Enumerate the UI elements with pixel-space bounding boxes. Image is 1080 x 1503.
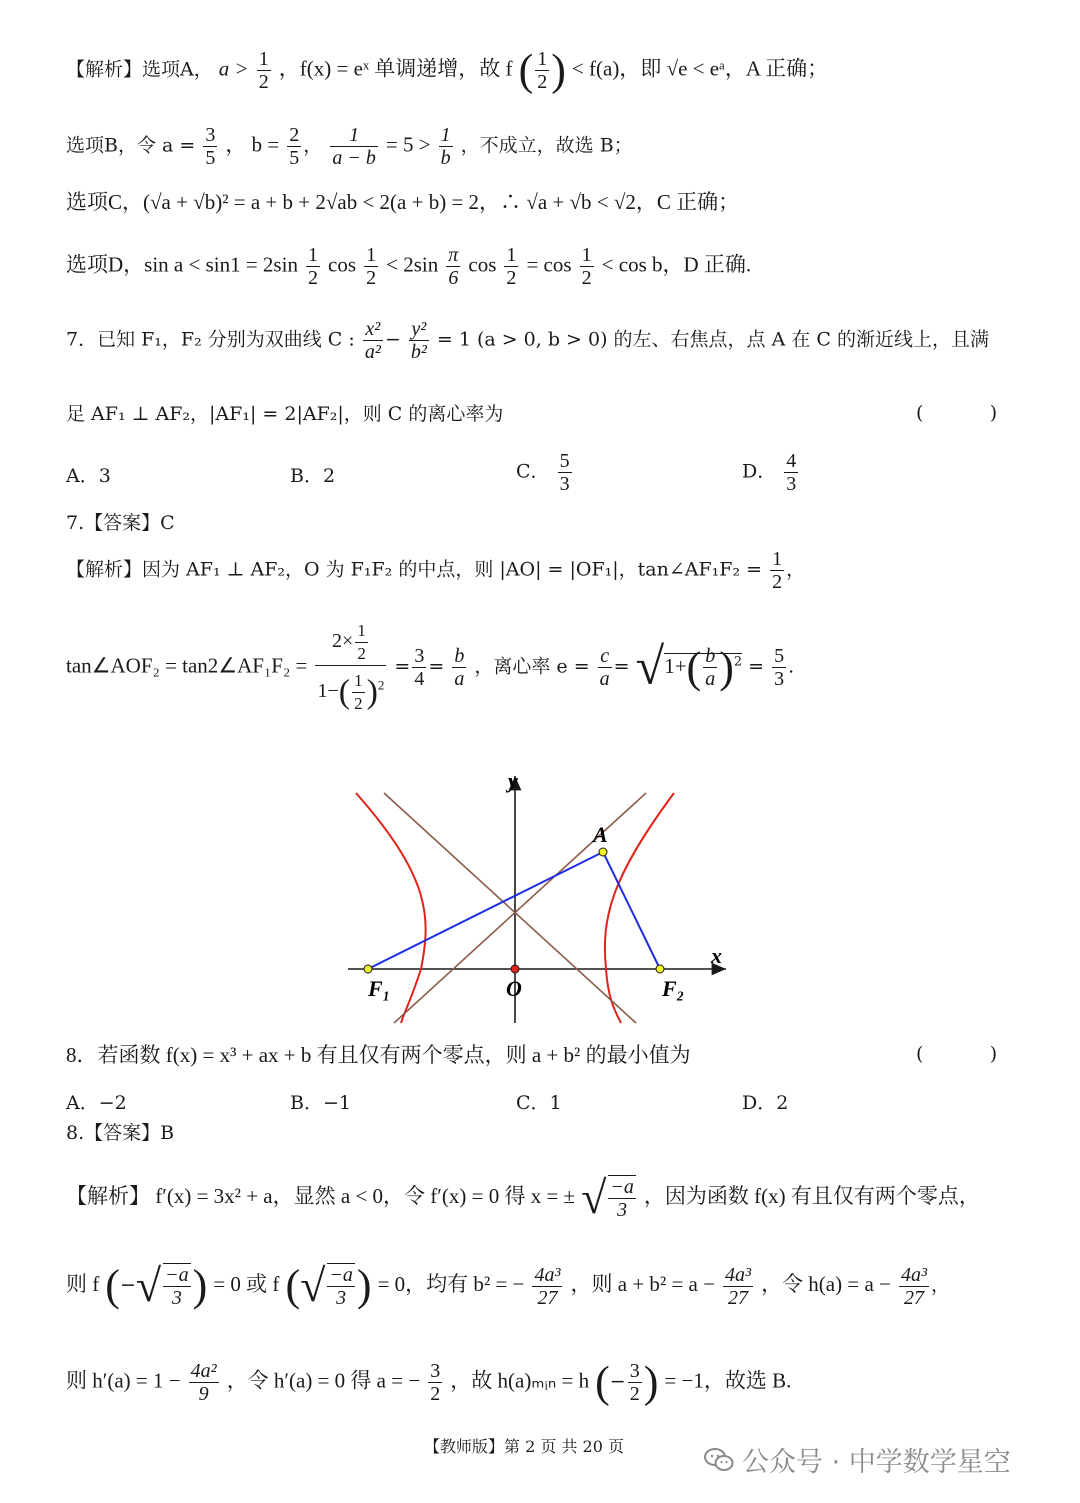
- math: < cos b，D 正确.: [601, 252, 752, 277]
- text: ，不成立，故选 B；: [460, 134, 633, 157]
- label-a: A: [593, 822, 608, 847]
- fraction-one-half: $\frac{1}{2}$: [366, 244, 377, 289]
- fraction-one-half: $\frac{1}{2}$: [258, 48, 269, 93]
- text: 【解析】因为 AF₁ ⊥ AF₂，O 为 F₁F₂ 的中点，则 |AO| = |OF₁|，tan∠AF₁F₂ =: [66, 558, 763, 581]
- text: 选项B，令 a =: [66, 134, 196, 157]
- math: = 0，均有 b² = −: [377, 1272, 525, 1296]
- fraction: $\frac{\text{y²}}{\text{b²}}$: [410, 318, 427, 363]
- math: = 5 >: [385, 132, 431, 157]
- fraction-double-angle: 2× $\frac{1}{2}$ 1−( $\frac{1}{2}$ )$^2$: [317, 621, 385, 713]
- math: ，故 h(a)ₘᵢₙ = h: [450, 1368, 590, 1393]
- math: ， b =: [225, 132, 280, 157]
- fraction: $\frac{\text{4a³}}{27}$: [725, 1263, 752, 1309]
- fraction-one-half: $\frac{1}{2}$: [537, 48, 548, 93]
- segment-a-f2: [603, 852, 660, 969]
- fraction: $\frac{b}{a}$: [454, 645, 465, 690]
- text: 7．已知 F₁，F₂ 分别为双曲线 C :: [66, 328, 355, 351]
- q7-option-d: D． $\frac{4}{3}$: [742, 450, 797, 495]
- math: = 0 或 f: [213, 1272, 280, 1296]
- analysis-line-b: 选项B，令 a = $\frac{3}{5}$ ， b = $\frac{2}{5}$ ， $\frac{1}{a - b}$ = 5 > $\frac{1}{b}$ ，不成立，故选 B；: [66, 124, 633, 169]
- fraction: $\frac{2}{5}$: [289, 124, 300, 169]
- fraction-pi-six: $\frac{\pi}{6}$: [448, 244, 459, 289]
- segment-f1-a: [368, 852, 603, 969]
- fraction: $\frac{\text{4a²}}{9}$: [190, 1360, 217, 1405]
- q8-option-a: A．−2: [66, 1092, 127, 1114]
- fraction: $\frac{\text{4a³}}{27}$: [534, 1263, 561, 1309]
- point-f1: [364, 965, 372, 973]
- q7-solution-line-2: tan∠AOF₂ = tan2∠AF₁F₂ = 2× $\frac{1}{2}$ 1−( $\frac{1}{2}$ )$^2$ = $\frac{3}{4}$ = $\frac{b}{a}$ ，离心率 e = $\frac{c}{a}$ = √1+( $\frac{b}{a}$ )$^2$ = $\frac{5}{3}$ .: [66, 621, 795, 713]
- math: tan∠AOF₂ = tan2∠AF₁F₂ =: [66, 653, 308, 678]
- text: 【解析】选项A，: [66, 58, 213, 81]
- math: < f(a)，即 √e < eᵃ，A 正确；: [571, 56, 829, 81]
- wechat-icon: [704, 1447, 734, 1473]
- analysis-line-d: [66, 244, 751, 289]
- q8-answer: 8.【答案】B: [66, 1122, 175, 1144]
- math: ，令 h(a) = a −: [761, 1272, 891, 1296]
- fraction: $\frac{\text{x²}}{\text{a²}}$: [364, 318, 381, 363]
- hyperbola-left-branch: [356, 793, 426, 1023]
- point-o: [511, 965, 519, 973]
- q7-stem-line-1: 7．已知 F₁，F₂ 分别为双曲线 C : $\frac{\text{x²}}{\text{a²}}$ − $\frac{\text{y²}}{\text{b²}}$ = 1 (a > 0, b > 0) 的左、右焦点，点 A 在 C 的渐近线上，且满: [66, 318, 989, 363]
- text: = 1 (a > 0, b > 0) 的左、右焦点，点 A 在 C 的渐近线上，且满: [436, 328, 989, 351]
- math: a >: [218, 56, 249, 81]
- point-f2: [656, 965, 664, 973]
- q8-solution-line-3: 则 h′(a) = 1 − $\frac{\text{4a²}}{9}$ ，令 h′(a) = 0 得 a = − $\frac{3}{2}$ ，故 h(a)ₘᵢₙ = h (− $\frac{3}{2}$ ) = −1，故选 B.: [66, 1357, 792, 1407]
- label-x: x: [711, 943, 722, 968]
- page-footer: 【教师版】第 2 页 共 20 页: [424, 1437, 624, 1456]
- math: 【解析】 f′(x) = 3x² + a，显然 a < 0，令 f′(x) = 0 得 x = ±: [66, 1184, 576, 1208]
- fraction: $\frac{1}{b}$: [440, 124, 451, 169]
- math: ，则 a + b² = a −: [570, 1272, 715, 1296]
- math: = −1，故选 B.: [664, 1368, 792, 1393]
- answer-blank: ( ): [916, 1043, 1000, 1065]
- analysis-line-a: 【解析】选项A， a > $\frac{1}{2}$ ，f(x) = eˣ 单调递增，故 f ( $\frac{1}{2}$ ) < f(a)，即 √e < eᵃ，A 正确；: [66, 45, 829, 95]
- fraction-one-half: $\frac{1}{2}$: [308, 244, 318, 289]
- fraction: $\frac{3}{4}$: [414, 645, 425, 690]
- watermark-text: 公众号 · 中学数学星空: [742, 1447, 1011, 1478]
- q7-option-c: C． $\frac{5}{3}$: [516, 450, 570, 495]
- math: 选项D，sin a < sin1 = 2sin: [66, 252, 298, 277]
- math: 则 h′(a) = 1 −: [66, 1368, 181, 1393]
- fraction-one-half: $\frac{1}{2}$: [506, 244, 517, 289]
- math: < 2sin: [386, 252, 439, 277]
- math: cos: [328, 252, 357, 277]
- q8-solution-line-1: 【解析】 f′(x) = 3x² + a，显然 a < 0，令 f′(x) = 0 得 x = ± √ $\frac{-a}{3}$ ，因为函数 f(x) 有且仅有两个零点，: [66, 1172, 980, 1223]
- label-f1: F₁: [368, 976, 391, 1001]
- fraction-one-half: $\frac{1}{2}$: [772, 548, 783, 593]
- q8-option-b: B．−1: [290, 1092, 351, 1114]
- q7-solution-line-1: 【解析】因为 AF₁ ⊥ AF₂，O 为 F₁F₂ 的中点，则 |AO| = |OF₁|，tan∠AF₁F₂ = $\frac{1}{2}$ ，: [66, 548, 806, 593]
- fraction: $\frac{3}{2}$: [629, 1360, 640, 1405]
- q8-stem: 8．若函数 f(x) = x³ + ax + b 有且仅有两个零点，则 a + b² 的最小值为: [66, 1043, 691, 1067]
- q7-answer: 7.【答案】C: [66, 512, 175, 534]
- label-o: O: [506, 976, 522, 1001]
- math: cos: [468, 252, 497, 277]
- fraction: $\frac{1}{a - b}$: [332, 124, 376, 169]
- fraction: $\frac{\text{4a³}}{27}$: [900, 1263, 927, 1309]
- analysis-line-c: 选项C，(√a + √b)² = a + b + 2√ab < 2(a + b) = 2，∴ √a + √b < √2，C 正确；: [66, 190, 740, 214]
- text: ，离心率 e =: [474, 655, 590, 678]
- q8-option-c: C．1: [516, 1092, 562, 1114]
- hyperbola-figure: [346, 768, 746, 1028]
- label-f2: F₂: [662, 976, 685, 1001]
- fraction: $\frac{4}{3}$: [786, 450, 797, 495]
- fraction: $\frac{5}{3}$: [559, 450, 570, 495]
- q7-option-b: B．2: [290, 465, 336, 487]
- math: 则 f: [66, 1272, 100, 1296]
- q8-solution-line-2: 则 f (−√ $\frac{-a}{3}$ ) = 0 或 f (√ $\frac{-a}{3}$ ) = 0，均有 b² = − $\frac{\text{4a³}}{27}$ ，则 a + b² = a − $\frac{\text{4a³}}{27}$ ，令 h(a) = a − $\frac{\text{4a³}}{27}$ ，: [66, 1260, 950, 1311]
- point-a: [599, 848, 607, 856]
- q7-option-a: A．3: [66, 465, 111, 487]
- fraction: $\frac{c}{a}$: [599, 645, 610, 690]
- q8-option-d: D．2: [742, 1092, 789, 1114]
- math: ，f(x) = eˣ 单调递增，故 f: [278, 56, 513, 81]
- math: = cos: [526, 252, 572, 277]
- fraction-one-half: $\frac{1}{2}$: [581, 244, 592, 289]
- answer-blank: ( ): [916, 402, 1000, 424]
- fraction: $\frac{3}{5}$: [205, 124, 216, 169]
- math: ，令 h′(a) = 0 得 a = −: [226, 1368, 421, 1393]
- q7-stem-line-2: 足 AF₁ ⊥ AF₂，|AF₁| = 2|AF₂|，则 C 的离心率为: [66, 403, 504, 425]
- fraction: $\frac{5}{3}$: [774, 645, 785, 690]
- math: ，因为函数 f(x) 有且仅有两个零点，: [643, 1184, 980, 1208]
- fraction: $\frac{3}{2}$: [430, 1360, 441, 1405]
- label-y: y: [508, 768, 518, 793]
- watermark: [704, 1440, 1011, 1479]
